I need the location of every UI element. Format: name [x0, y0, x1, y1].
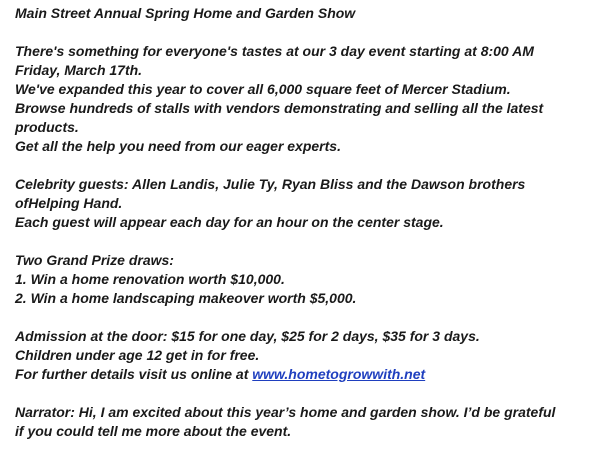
guests-paragraph — [15, 175, 595, 232]
narrator-line: if you could tell me more about the event. — [15, 423, 292, 439]
prizes-section — [15, 251, 595, 308]
prize-item: 2. Win a home landscaping makeover worth $5,000. — [15, 290, 357, 306]
spacer — [15, 384, 595, 403]
intro-line: products. — [15, 119, 79, 135]
website-link[interactable]: www.hometogrowwith.net — [252, 366, 426, 382]
intro-line: There's something for everyone's tastes at our 3 day event starting at 8:00 AM — [15, 43, 534, 59]
spacer — [15, 308, 595, 327]
intro-line: Friday, March 17th. — [15, 62, 143, 78]
event-title: Main Street Annual Spring Home and Garden Show — [15, 5, 356, 21]
admission-line: Admission at the door: $15 for one day, $25 for 2 days, $35 for 3 days. — [15, 328, 480, 344]
spacer — [15, 232, 595, 251]
spacer — [15, 156, 595, 175]
admission-section — [15, 327, 595, 384]
spacer — [15, 23, 595, 42]
narrator-paragraph — [15, 403, 595, 441]
event-document — [15, 4, 595, 441]
intro-line: Get all the help you need from our eager experts. — [15, 138, 341, 154]
narrator-line: Narrator: Hi, I am excited about this year’s home and garden show. I’d be grateful — [15, 404, 556, 420]
prizes-heading: Two Grand Prize draws: — [15, 252, 174, 268]
details-prefix: For further details visit us online at — [15, 366, 253, 382]
guests-line: ofHelping Hand. — [15, 195, 123, 211]
guests-line: Each guest will appear each day for an hour on the center stage. — [15, 214, 444, 230]
details-line — [15, 365, 595, 384]
intro-line: Browse hundreds of stalls with vendors demonstrating and selling all the latest — [15, 100, 544, 116]
guests-line: Celebrity guests: Allen Landis, Julie Ty, Ryan Bliss and the Dawson brothers — [15, 176, 526, 192]
admission-line: Children under age 12 get in for free. — [15, 347, 260, 363]
prize-item: 1. Win a home renovation worth $10,000. — [15, 271, 285, 287]
intro-paragraph — [15, 42, 595, 156]
intro-line: We've expanded this year to cover all 6,000 square feet of Mercer Stadium. — [15, 81, 511, 97]
